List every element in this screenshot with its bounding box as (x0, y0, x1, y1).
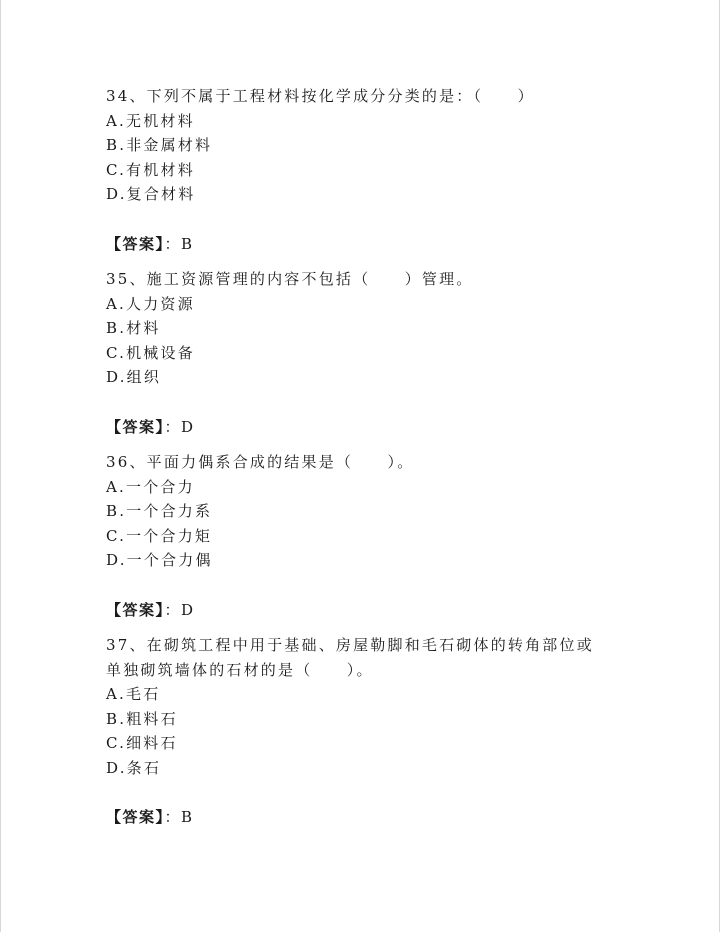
question-37 (106, 633, 606, 830)
answer-line (106, 598, 606, 623)
answer-separator: ： (164, 600, 182, 619)
question-34 (106, 84, 606, 256)
answer-label: 【答案】 (106, 808, 165, 826)
answer-value: B (181, 808, 194, 826)
answer-line (106, 805, 606, 830)
option-d: D.一个合力偶 (106, 551, 213, 569)
question-stem: 34、下列不属于工程材料按化学成分分类的是：（ ） (106, 87, 535, 105)
option-d: D.组织 (106, 368, 162, 386)
answer-value: D (181, 600, 195, 619)
option-c: C.细料石 (106, 734, 178, 752)
answer-separator: ： (164, 234, 182, 253)
option-a: A.一个合力 (106, 477, 195, 496)
answer-label: 【答案】 (106, 600, 165, 619)
option-c: C.有机材料 (106, 160, 195, 179)
answer-line (106, 232, 606, 257)
question-stem: 36、平面力偶系合成的结果是（ ）。 (106, 453, 415, 471)
question-stem: 35、施工资源管理的内容不包括（ ）管理。 (106, 270, 474, 288)
option-a: A.人力资源 (106, 294, 195, 313)
question-36 (106, 450, 606, 622)
answer-line (106, 415, 606, 440)
option-d: D.条石 (106, 758, 162, 777)
option-b: B.一个合力系 (106, 502, 213, 520)
answer-value: D (181, 417, 195, 436)
option-b: B.材料 (106, 319, 161, 337)
question-35 (106, 267, 606, 439)
answer-label: 【答案】 (106, 234, 165, 253)
option-a: A.无机材料 (106, 111, 195, 130)
answer-value: B (181, 234, 194, 253)
option-b: B.粗料石 (106, 709, 178, 728)
answer-label: 【答案】 (106, 417, 165, 436)
question-stem: 37、在砌筑工程中用于基础、房屋勒脚和毛石砌体的转角部位或单独砌筑墙体的石材的是（ ）。 (106, 636, 594, 679)
question-list (106, 84, 606, 841)
option-c: C.机械设备 (106, 343, 195, 362)
option-a: A.毛石 (106, 685, 161, 703)
option-d: D.复合材料 (106, 185, 196, 203)
answer-separator: ： (164, 417, 182, 436)
answer-separator: ： (164, 808, 182, 826)
option-c: C.一个合力矩 (106, 526, 213, 545)
option-b: B.非金属材料 (106, 136, 213, 154)
